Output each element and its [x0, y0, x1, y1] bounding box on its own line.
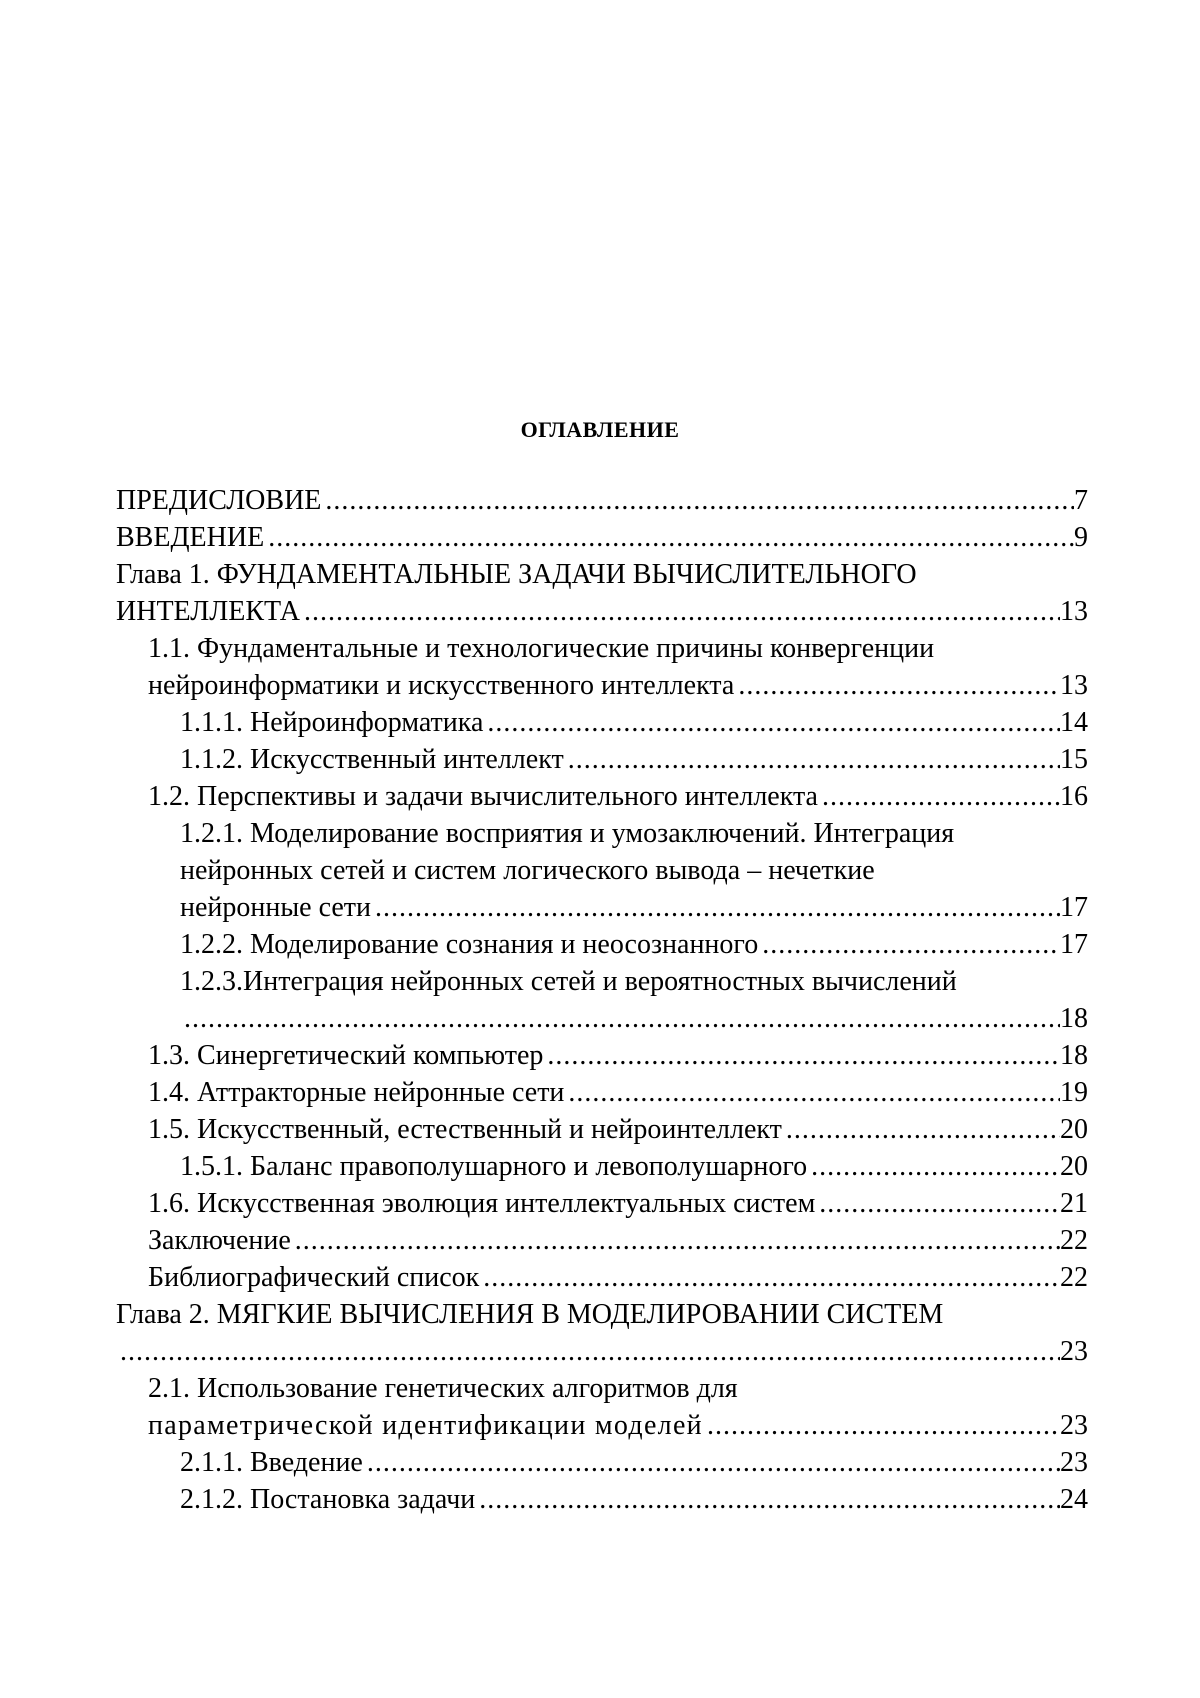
toc-entry-leader-line: [148, 667, 1088, 704]
dot-leader: [180, 1000, 1060, 1037]
toc-entry-text-line: 1.1. Фундаментальные и технологические причины конвергенции: [148, 633, 935, 664]
dot-leader: [818, 778, 1060, 815]
toc-entry-leader-line: [180, 1148, 1088, 1185]
toc-entry-leader-line: [180, 926, 1088, 963]
dot-leader: [815, 1185, 1060, 1222]
toc-page-number: 13: [1060, 670, 1088, 701]
toc-entry-text-line: 2.1. Использование генетических алгоритмов для: [148, 1373, 738, 1404]
dot-leader: [291, 1222, 1060, 1259]
toc-entry-leader-line: [180, 889, 1088, 926]
toc-entry-title: 1.1.1. Нейроинформатика: [180, 707, 484, 738]
toc-entry-title: 1.1.2. Искусственный интеллект: [180, 744, 564, 775]
toc-page-number: 14: [1060, 707, 1088, 738]
toc-entry[interactable]: [116, 741, 1088, 778]
toc-entry-leader-line: [148, 1407, 1088, 1444]
toc-entry[interactable]: [116, 1444, 1088, 1481]
toc-entry[interactable]: [116, 704, 1088, 741]
toc-entry-leader-line: [116, 1333, 1088, 1370]
table-of-contents: [116, 482, 1088, 1518]
toc-entry-text-line: 1.2.3.Интеграция нейронных сетей и вероятностных вычислений: [180, 966, 957, 997]
dot-leader: [300, 593, 1060, 630]
toc-entry-leader-line: [116, 519, 1088, 556]
toc-entry[interactable]: [116, 778, 1088, 815]
dot-leader: [734, 667, 1060, 704]
toc-entry-title: 2.1.2. Постановка задачи: [180, 1484, 476, 1515]
toc-entry[interactable]: [116, 519, 1088, 556]
toc-entry-title: 1.2. Перспективы и задачи вычислительного интеллекта: [148, 781, 818, 812]
toc-entry-text-line: Глава 2. МЯГКИЕ ВЫЧИСЛЕНИЯ В МОДЕЛИРОВАНИИ СИСТЕМ: [116, 1299, 944, 1330]
toc-entry[interactable]: [116, 1111, 1088, 1148]
toc-entry-title: 1.3. Синергетический компьютер: [148, 1040, 544, 1071]
toc-entry-leader-line: [148, 1111, 1088, 1148]
toc-entry-leader-line: [148, 1259, 1088, 1296]
dot-leader: [703, 1407, 1060, 1444]
toc-entry-text-line: 1.2.1. Моделирование восприятия и умозаключений. Интеграция: [180, 818, 955, 849]
dot-leader: [363, 1444, 1060, 1481]
toc-page-number: 23: [1060, 1336, 1088, 1367]
toc-page-number: 23: [1060, 1410, 1088, 1441]
toc-entry[interactable]: [116, 1370, 1088, 1444]
toc-entry-title: 1.6. Искусственная эволюция интеллектуальных систем: [148, 1188, 816, 1219]
toc-entry[interactable]: [116, 963, 1088, 1037]
toc-entry-title: параметрической идентификации моделей: [148, 1410, 703, 1441]
toc-page-number: 20: [1060, 1114, 1088, 1145]
toc-entry[interactable]: [116, 1259, 1088, 1296]
toc-entry-leader-line: [148, 778, 1088, 815]
dot-leader: [483, 704, 1060, 741]
toc-entry-leader-line: [180, 1481, 1088, 1518]
toc-entry-title: нейронные сети: [180, 892, 372, 923]
toc-entry[interactable]: [116, 1037, 1088, 1074]
toc-entry-title: 1.2.2. Моделирование сознания и неосознанного: [180, 929, 759, 960]
toc-page-number: 13: [1060, 596, 1088, 627]
toc-entry[interactable]: [116, 1148, 1088, 1185]
toc-entry-title: Заключение: [148, 1225, 291, 1256]
toc-title: ОГЛАВЛЕНИЕ: [520, 417, 680, 442]
dot-leader: [479, 1259, 1060, 1296]
toc-entry[interactable]: [116, 1481, 1088, 1518]
dot-leader: [564, 741, 1060, 778]
toc-entry-leader-line: [180, 1000, 1088, 1037]
toc-entry-title: 1.5.1. Баланс правополушарного и левополушарного: [180, 1151, 808, 1182]
toc-entry[interactable]: [116, 1074, 1088, 1111]
dot-leader: [371, 889, 1060, 926]
dot-leader: [475, 1481, 1060, 1518]
toc-entry-leader-line: [180, 704, 1088, 741]
toc-entry[interactable]: [116, 1296, 1088, 1370]
dot-leader: [758, 926, 1060, 963]
dot-leader: [564, 1074, 1060, 1111]
toc-page-number: 7: [1074, 485, 1088, 516]
dot-leader: [543, 1037, 1060, 1074]
toc-entry-title: ПРЕДИСЛОВИЕ: [116, 485, 322, 516]
toc-page-number: 23: [1060, 1447, 1088, 1478]
toc-entry[interactable]: [116, 815, 1088, 926]
toc-entry-title: ИНТЕЛЛЕКТА: [116, 596, 300, 627]
toc-entry-leader-line: [116, 482, 1088, 519]
toc-page-number: 20: [1060, 1151, 1088, 1182]
toc-entry[interactable]: [116, 556, 1088, 630]
toc-entry-leader-line: [148, 1074, 1088, 1111]
toc-entry-title: 1.5. Искусственный, естественный и нейроинтеллект: [148, 1114, 782, 1145]
toc-page-number: 15: [1060, 744, 1088, 775]
toc-entry-title: ВВЕДЕНИЕ: [116, 522, 265, 553]
toc-entry-text-line: нейронных сетей и систем логического вывода – нечеткие: [180, 855, 875, 886]
toc-entry[interactable]: [116, 1222, 1088, 1259]
toc-page-number: 22: [1060, 1262, 1088, 1293]
toc-entry[interactable]: [116, 630, 1088, 704]
toc-page-number: 19: [1060, 1077, 1088, 1108]
toc-entry-title: Библиографический список: [148, 1262, 480, 1293]
toc-page-number: 18: [1060, 1003, 1088, 1034]
toc-entry[interactable]: [116, 926, 1088, 963]
toc-entry[interactable]: [116, 482, 1088, 519]
toc-page-number: 17: [1060, 892, 1088, 923]
toc-page-number: 18: [1060, 1040, 1088, 1071]
toc-entry-title: 1.4. Аттракторные нейронные сети: [148, 1077, 565, 1108]
toc-entry-title: 2.1.1. Введение: [180, 1447, 363, 1478]
toc-entry-leader-line: [148, 1222, 1088, 1259]
toc-entry-title: нейроинформатики и искусственного интеллекта: [148, 670, 735, 701]
toc-entry-leader-line: [148, 1037, 1088, 1074]
toc-page-number: 17: [1060, 929, 1088, 960]
toc-page-number: 21: [1060, 1188, 1088, 1219]
toc-entry-leader-line: [116, 593, 1088, 630]
toc-entry-leader-line: [180, 741, 1088, 778]
toc-entry-leader-line: [148, 1185, 1088, 1222]
toc-page-number: 9: [1074, 522, 1088, 553]
dot-leader: [116, 1333, 1060, 1370]
toc-entry[interactable]: [116, 1185, 1088, 1222]
dot-leader: [807, 1148, 1060, 1185]
dot-leader: [321, 482, 1074, 519]
toc-entry-text-line: Глава 1. ФУНДАМЕНТАЛЬНЫЕ ЗАДАЧИ ВЫЧИСЛИТЕЛЬНОГО: [116, 559, 917, 590]
dot-leader: [782, 1111, 1060, 1148]
dot-leader: [264, 519, 1074, 556]
toc-entry-leader-line: [180, 1444, 1088, 1481]
toc-page-number: 24: [1060, 1484, 1088, 1515]
toc-page-number: 16: [1060, 781, 1088, 812]
toc-page-number: 22: [1060, 1225, 1088, 1256]
